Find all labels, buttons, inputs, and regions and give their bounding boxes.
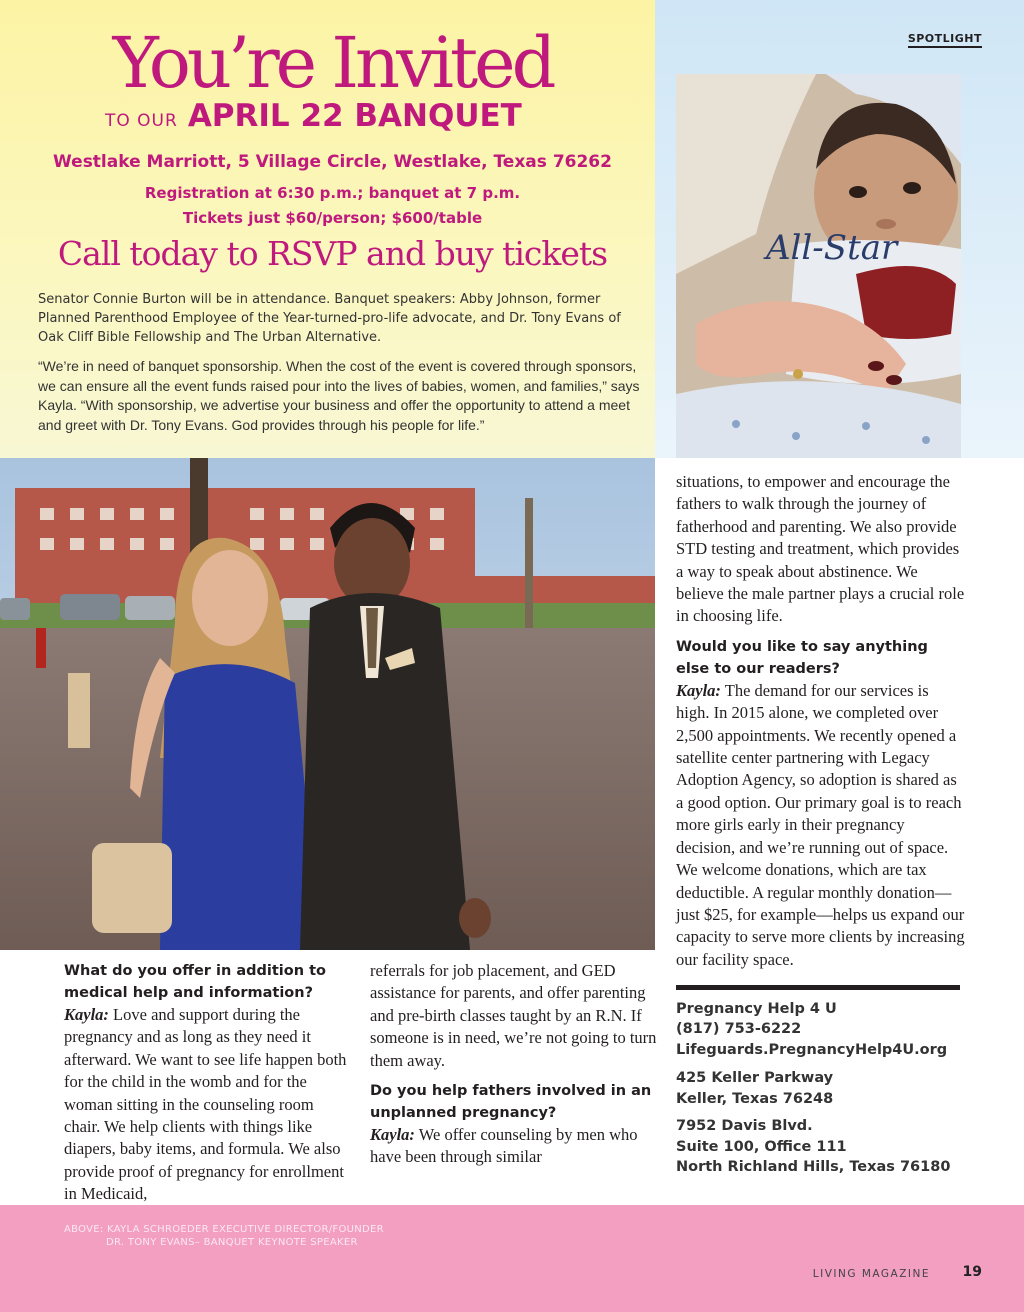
address-nrh-line3: North Richland Hills, Texas 76180 — [676, 1159, 951, 1175]
caption-line-1: ABOVE: KAYLA SCHROEDER EXECUTIVE DIRECTOR/FOUNDER — [64, 1224, 384, 1235]
invite-title: You’re Invited — [112, 22, 553, 104]
page-footer — [0, 1205, 1024, 1312]
answer-text: The demand for our services is high. In 2015 alone, we completed over 2,500 appointments. We recently opened a satellite center partnering with Legacy Adoption Agency, so adoption is shared as a good option. Our primary goal is to reach more girls early in their pregnancy decision, and we’re running out of space. We welcome donations, which are tax deductible. A regular monthly donation—just $25, for example—helps us expand our capacity to serve more clients by increasing our facility space. — [676, 680, 965, 969]
baby-photo-illustration — [676, 74, 961, 458]
answer-text: Love and support during the pregnancy and as long as they need it afterward. We want to see life happen both for the child in the womb and for the woman sitting in the counseling room chair. We help clients with things like diapers, baby items, and formula. We also provide proof of pregnancy for enrollment in Medicaid, — [64, 1005, 347, 1204]
venue-address: Westlake Marriott, 5 Village Circle, Westlake, Texas 76262 — [53, 152, 612, 172]
offer-answer-continued: referrals for job placement, and GED assistance for parents, and offer parenting and pre-birth classes taught by an R.N. If someone is in need, we’re not going to turn them away. — [370, 961, 657, 1070]
article-column-right — [676, 471, 966, 971]
answer-anything-else — [676, 680, 966, 971]
contact-org: Pregnancy Help 4 U — [676, 1001, 837, 1017]
question-fathers: Do you help fathers involved in an unplanned pregnancy? — [370, 1083, 652, 1122]
to-our-text: TO OUR — [105, 111, 178, 131]
event-name: APRIL 22 BANQUET — [187, 98, 522, 134]
contact-phone: (817) 753-6222 — [676, 1021, 802, 1037]
ticket-prices: Tickets just $60/person; $600/table — [182, 209, 483, 227]
invite-subtitle — [105, 98, 522, 134]
contact-website: Lifeguards.PregnancyHelp4U.org — [676, 1042, 948, 1058]
photo-caption — [64, 1223, 384, 1249]
answer-speaker: Kayla: — [676, 680, 721, 700]
address-keller-line2: Keller, Texas 76248 — [676, 1091, 834, 1107]
rsvp-callout: Call today to RSVP and buy tickets — [57, 234, 608, 273]
question-anything-else: Would you like to say anything else to our readers? — [676, 638, 928, 677]
sponsorship-paragraph: “We’re in need of banquet sponsorship. When the cost of the event is covered through sponsors, we can ensure all the event funds raised pour into the lives of babies, women, and families,” says Kayla. “With sponsorship, we advertise your business and offer the opportunity to attend a meet and greet with Dr. Tony Evans. God provides through his people for life.” — [38, 358, 640, 433]
contact-divider — [676, 985, 960, 990]
answer-speaker: Kayla: — [370, 1125, 415, 1145]
couple-photo-illustration — [0, 458, 655, 950]
speakers-paragraph: Senator Connie Burton will be in attendance. Banquet speakers: Abby Johnson, former Planned Parenthood Employee of the Year-turned-pro-life advocate, and Dr. Tony Evans of Oak Cliff Bible Fellowship and The Urban Alternative. — [38, 292, 621, 345]
magazine-name: LIVING MAGAZINE — [812, 1268, 930, 1280]
answer-speaker: Kayla: — [64, 1005, 109, 1024]
answer-offer — [64, 1004, 354, 1206]
fathers-answer-continued: situations, to empower and encourage the fathers to walk through the journey of fatherhood and parenting. We also provide STD testing and treatment, which provides a way to speak about abstinence. We believe the male partner plays a crucial role in choosing life. — [676, 472, 965, 626]
address-nrh-line2: Suite 100, Office 111 — [676, 1139, 847, 1155]
registration-time: Registration at 6:30 p.m.; banquet at 7 p.m. — [144, 184, 521, 202]
address-nrh-line1: 7952 Davis Blvd. — [676, 1118, 813, 1134]
couple-photo — [0, 458, 655, 950]
article-column-b — [370, 960, 660, 1169]
question-offer: What do you offer in addition to medical help and information? — [64, 963, 326, 1001]
caption-line-2: DR. TONY EVANS– BANQUET KEYNOTE SPEAKER — [106, 1237, 358, 1248]
page-number: 19 — [962, 1264, 982, 1280]
article-column-a — [64, 960, 354, 1206]
section-label: SPOTLIGHT — [908, 32, 982, 48]
answer-text: We offer counseling by men who have been through similar — [370, 1125, 638, 1167]
answer-fathers — [370, 1124, 660, 1169]
svg-text:All-Star: All-Star — [766, 228, 898, 268]
address-keller-line1: 425 Keller Parkway — [676, 1070, 834, 1086]
baby-photo — [676, 74, 961, 458]
